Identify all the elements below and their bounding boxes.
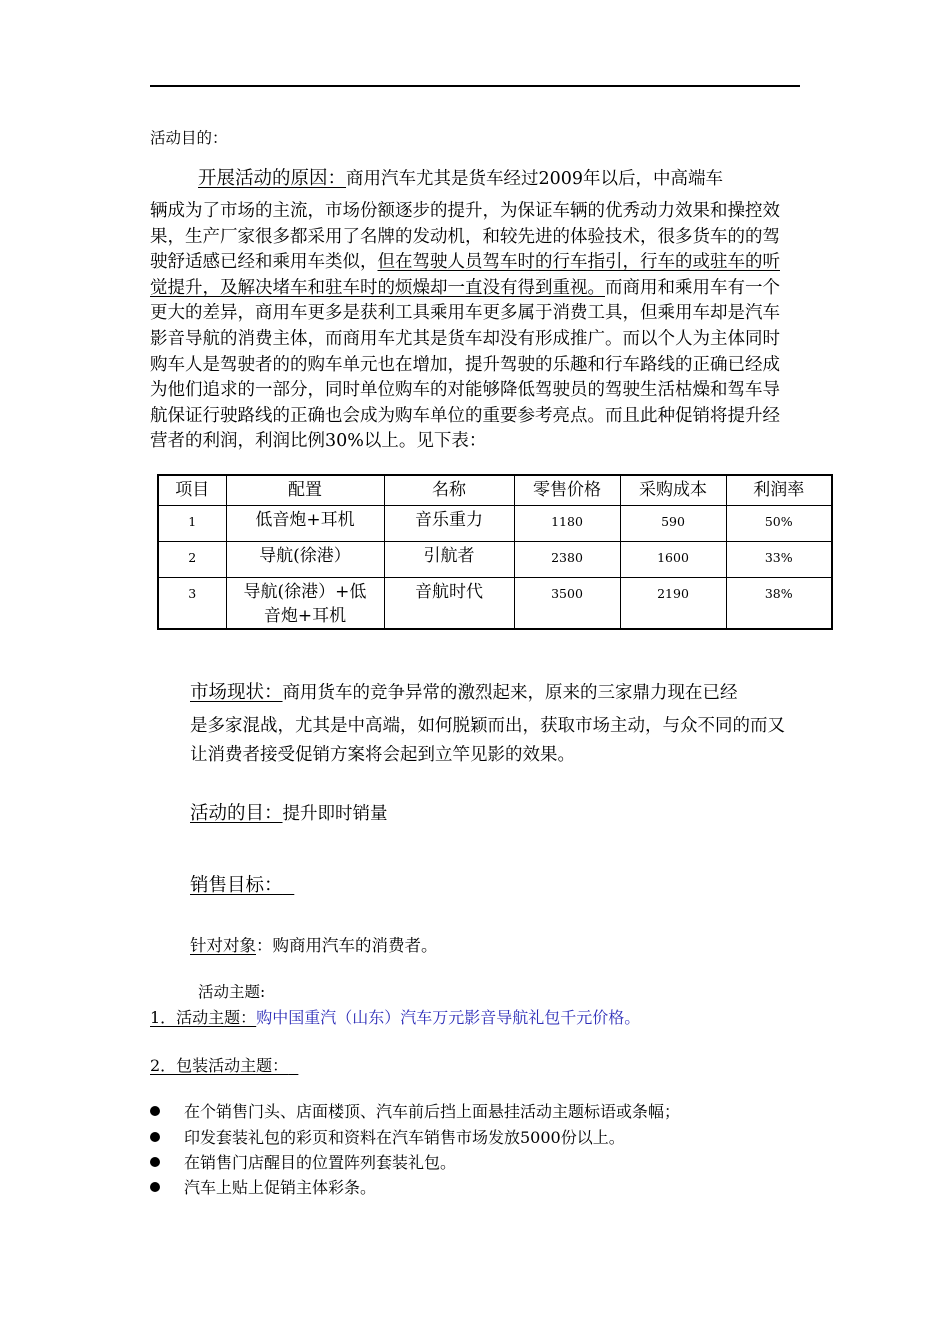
theme1-line (150, 1005, 640, 1028)
cell-config: 导航(徐港）+低音炮+耳机 (226, 578, 384, 630)
bullet-icon (150, 1132, 160, 1142)
cell-cost: 590 (620, 506, 726, 542)
market-first-line (190, 678, 738, 704)
reason-line1: 商用汽车尤其是货车经过2009年以后，中高端车 (346, 169, 724, 189)
cell-margin: 33% (726, 542, 832, 578)
sales-target-underline-gap (283, 875, 295, 896)
table-header: 名称 (384, 475, 514, 506)
list-item (150, 1175, 376, 1198)
sales-target-line (190, 871, 294, 897)
cell-retail: 2380 (514, 542, 620, 578)
table-header: 零售价格 (514, 475, 620, 506)
bullet-icon (150, 1157, 160, 1167)
cell-cost: 2190 (620, 578, 726, 630)
market-line1: 商用货车的竞争异常的激烈起来，原来的三家鼎力现在已经 (282, 683, 738, 703)
reason-text-b: 而商用和乘用车有一个更大的差异，商用车更多是获利工具乘用车更多属于消费工具，但乘用车却是汽车影音导航的消费主体，而商用车尤其是货车却没有形成推广。而以个人为主体同时购车人是驾驶者的的购车单元也在增加，提升驾驶的乐趣和行车路线的正确已经成为他们追求的一部分，同时单位购车的对能够降低驾驶员的驾驶生活枯燥和驾车导航保证行驶路线的正确也会成为购车单位的重要参考亮点。而且此种促销将提升经营者的利润，利润比例30%以上。见下表： (150, 277, 780, 452)
goal-line (190, 799, 388, 825)
table-row (158, 542, 832, 578)
profit-table (157, 474, 833, 630)
reason-paragraph (150, 199, 790, 455)
cell-name: 引航者 (384, 542, 514, 578)
cell-no: 1 (158, 506, 226, 542)
reason-text-a: 辆成为了市场的主流，市场份额逐步的提升，为保证车辆的优秀动力效果和操控效果，生产厂家很多都采用了名牌的发动机，和较先进的体验技术，很多货车的的驾驶舒适感已经和乘用车类似， (150, 201, 780, 273)
theme2-underline-gap (288, 1056, 298, 1075)
market-heading: 市场现状： (190, 682, 283, 703)
purpose-label: 活动目的： (150, 129, 228, 147)
cell-retail: 3500 (514, 578, 620, 630)
cell-cost: 1600 (620, 542, 726, 578)
cell-config: 导航(徐港） (226, 542, 384, 578)
table-header: 采购成本 (620, 475, 726, 506)
theme2-line (150, 1053, 298, 1076)
cell-retail: 1180 (514, 506, 620, 542)
bullet-icon (150, 1182, 160, 1192)
market-paragraph: 是多家混战，尤其是中高端，如何脱颖而出，获取市场主动，与众不同的而又让消费者接受促销方案将会起到立竿见影的效果。 (190, 716, 785, 765)
cell-no: 3 (158, 578, 226, 630)
cell-name: 音乐重力 (384, 506, 514, 542)
list-item (150, 1125, 625, 1148)
table-row (158, 578, 832, 630)
bullet-icon (150, 1106, 160, 1116)
reason-first-line (198, 164, 723, 190)
list-item-text: 印发套装礼包的彩页和资料在汽车销售市场发放5000份以上。 (184, 1128, 625, 1147)
audience-line (190, 932, 438, 956)
goal-heading: 活动的目： (190, 803, 283, 824)
goal-text: 提升即时销量 (282, 804, 388, 824)
list-item-text: 在个销售门头、店面楼顶、汽车前后挡上面悬挂活动主题标语或条幅； (184, 1102, 681, 1121)
cell-no: 2 (158, 542, 226, 578)
table-row (158, 506, 832, 542)
list-item-text: 在销售门店醒目的位置阵列套装礼包。 (184, 1153, 457, 1172)
cell-margin: 38% (726, 578, 832, 630)
list-item (150, 1099, 680, 1122)
theme-label: 活动主题: (198, 983, 266, 1001)
audience-text: ：购商用汽车的消费者。 (256, 936, 438, 955)
reason-text-underlined: 但在驾驶人员驾车时的行车指引，行车的或驻车的听觉提升，及解决堵车和驻车时的烦燥却一直没有得到重视。 (150, 252, 780, 298)
theme2-label: 2．包装活动主题： (150, 1056, 289, 1075)
table-header: 项目 (158, 475, 226, 506)
sales-target-heading: 销售目标： (190, 875, 283, 896)
header-rule (150, 85, 800, 87)
table-header-row (158, 475, 832, 506)
list-item (150, 1150, 456, 1173)
theme1-label: 1．活动主题： (150, 1008, 257, 1027)
audience-heading: 针对对象 (190, 936, 256, 955)
cell-config: 低音炮+耳机 (226, 506, 384, 542)
table-header: 利润率 (726, 475, 832, 506)
theme1-text: 购中国重汽（山东）汽车万元影音导航礼包千元价格。 (256, 1008, 641, 1027)
table-header: 配置 (226, 475, 384, 506)
cell-margin: 50% (726, 506, 832, 542)
cell-name: 音航时代 (384, 578, 514, 630)
reason-heading: 开展活动的原因： (198, 168, 347, 189)
list-item-text: 汽车上贴上促销主体彩条。 (184, 1178, 377, 1197)
